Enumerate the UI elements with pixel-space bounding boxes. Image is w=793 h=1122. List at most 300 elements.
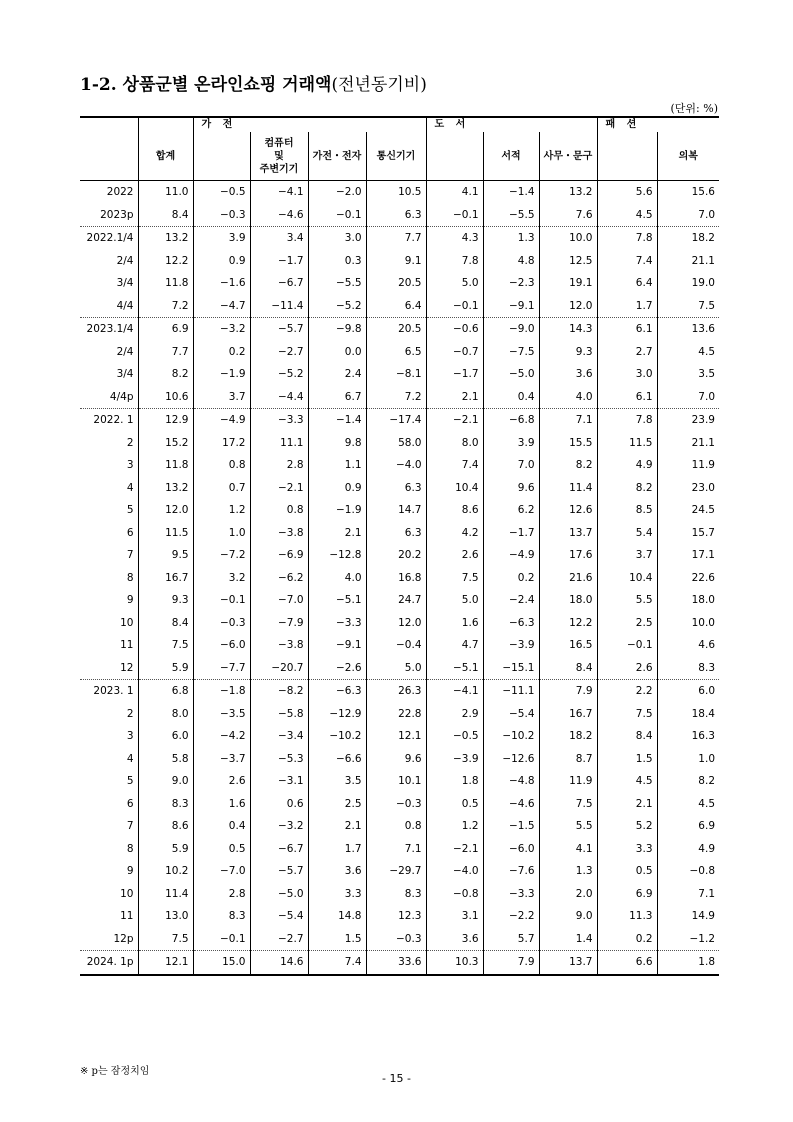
table-cell: 5.0: [366, 657, 426, 680]
table-cell: 1.5: [308, 928, 366, 951]
table-cell: −9.1: [308, 634, 366, 657]
table-cell: −4.7: [193, 295, 250, 318]
table-cell: 11.5: [597, 432, 657, 455]
header-office: 사무・문구: [539, 132, 597, 181]
table-cell: −1.7: [250, 250, 308, 273]
table-cell: 0.8: [193, 454, 250, 477]
header-books: 서적: [483, 132, 539, 181]
table-cell: 12.5: [539, 250, 597, 273]
header-fashion-sub: [597, 132, 657, 181]
table-cell: 11.1: [250, 432, 308, 455]
table-row: [80, 499, 719, 522]
table-cell: 1.7: [308, 838, 366, 861]
table-cell: 5.0: [426, 589, 483, 612]
table-cell: 12.9: [138, 409, 193, 432]
header-books-sub: [426, 132, 483, 181]
table-row: [80, 204, 719, 227]
table-cell: −5.5: [308, 272, 366, 295]
table-cell: 3.3: [308, 883, 366, 906]
table-cell: 2.6: [193, 770, 250, 793]
table-cell: 8.0: [138, 703, 193, 726]
table-cell: 9.5: [138, 544, 193, 567]
row-label: 7: [126, 820, 134, 833]
table-cell: −5.3: [250, 748, 308, 771]
table-cell: 21.1: [657, 250, 719, 273]
header-total: 합계: [138, 132, 193, 181]
table-cell: 14.8: [308, 905, 366, 928]
table-cell: 0.9: [193, 250, 250, 273]
table-cell: −2.6: [308, 657, 366, 680]
table-cell: 11.4: [138, 883, 193, 906]
table-cell: 16.3: [657, 725, 719, 748]
table-cell: −5.5: [483, 204, 539, 227]
table-cell: 6.0: [657, 680, 719, 703]
table-cell: 4.5: [657, 341, 719, 364]
table-cell: 7.9: [483, 951, 539, 975]
table-cell: 7.5: [539, 793, 597, 816]
row-label: 2/4: [116, 254, 134, 267]
table-cell: 11.0: [138, 181, 193, 204]
table-cell: 2.2: [597, 680, 657, 703]
table-cell: −5.8: [250, 703, 308, 726]
table-cell: −3.7: [193, 748, 250, 771]
table-cell: −1.8: [193, 680, 250, 703]
table-cell: 8.3: [193, 905, 250, 928]
table-cell: 17.1: [657, 544, 719, 567]
table-cell: −0.1: [426, 295, 483, 318]
table-row: [80, 295, 719, 318]
table-cell: −6.7: [250, 272, 308, 295]
table-row: [80, 409, 719, 432]
table-row: [80, 386, 719, 409]
table-cell: 2.5: [597, 612, 657, 635]
table-cell: 0.7: [193, 477, 250, 500]
table-cell: 12.2: [138, 250, 193, 273]
table-row: [80, 770, 719, 793]
table-cell: 3.5: [657, 363, 719, 386]
table-row: [80, 634, 719, 657]
table-cell: 20.5: [366, 318, 426, 341]
row-label: 12p: [113, 932, 134, 945]
table-cell: 4.5: [657, 793, 719, 816]
table-cell: −1.2: [657, 928, 719, 951]
table-cell: 3.4: [250, 227, 308, 250]
table-cell: −5.0: [250, 883, 308, 906]
table-cell: 21.6: [539, 567, 597, 590]
table-row: [80, 363, 719, 386]
table-cell: −9.8: [308, 318, 366, 341]
table-cell: 4.5: [597, 204, 657, 227]
table-cell: 7.8: [597, 409, 657, 432]
table-cell: 8.7: [539, 748, 597, 771]
table-cell: 8.4: [597, 725, 657, 748]
table-cell: 6.3: [366, 477, 426, 500]
table-cell: 1.7: [597, 295, 657, 318]
table-cell: 2.4: [308, 363, 366, 386]
table-cell: 10.6: [138, 386, 193, 409]
table-cell: −3.3: [308, 612, 366, 635]
table-cell: −10.2: [483, 725, 539, 748]
table-cell: −3.3: [483, 883, 539, 906]
table-cell: 11.3: [597, 905, 657, 928]
table-cell: 13.7: [539, 522, 597, 545]
table-cell: −1.7: [483, 522, 539, 545]
table-cell: 7.5: [597, 703, 657, 726]
table-cell: −4.9: [193, 409, 250, 432]
table-cell: 6.1: [597, 386, 657, 409]
table-cell: 9.0: [539, 905, 597, 928]
table-cell: −0.3: [193, 612, 250, 635]
unit-label: (단위: %): [670, 102, 718, 115]
table-cell: 3.0: [597, 363, 657, 386]
table-cell: −10.2: [308, 725, 366, 748]
table-cell: 7.1: [366, 838, 426, 861]
table-cell: 7.7: [366, 227, 426, 250]
header-corner: [80, 117, 138, 132]
table-cell: 3.9: [193, 227, 250, 250]
header-group-books: 도 서: [426, 117, 597, 132]
row-label: 2022. 1: [80, 409, 138, 432]
table-cell: 21.1: [657, 432, 719, 455]
table-cell: −1.5: [483, 815, 539, 838]
table-cell: 18.2: [657, 227, 719, 250]
table-row: [80, 951, 719, 975]
table-cell: 5.4: [597, 522, 657, 545]
row-label: 9: [126, 865, 134, 878]
table-row: [80, 544, 719, 567]
table-cell: −12.6: [483, 748, 539, 771]
table-cell: 4.9: [597, 454, 657, 477]
row-label: 2022.1/4: [80, 227, 138, 250]
table-row: [80, 477, 719, 500]
table-cell: 2.0: [539, 883, 597, 906]
table-cell: 7.7: [138, 341, 193, 364]
table-cell: 9.3: [138, 589, 193, 612]
table-cell: 16.8: [366, 567, 426, 590]
table-cell: 3.5: [308, 770, 366, 793]
table-cell: 7.4: [308, 951, 366, 975]
table-row: [80, 680, 719, 703]
table-cell: −17.4: [366, 409, 426, 432]
table-cell: 1.0: [193, 522, 250, 545]
table-cell: 13.6: [657, 318, 719, 341]
table-cell: −4.6: [483, 793, 539, 816]
table-cell: −11.4: [250, 295, 308, 318]
table-cell: 8.3: [138, 793, 193, 816]
table-cell: 8.2: [597, 477, 657, 500]
table-cell: −3.2: [193, 318, 250, 341]
table-cell: 0.2: [483, 567, 539, 590]
table-cell: 9.6: [366, 748, 426, 771]
table-cell: 6.2: [483, 499, 539, 522]
table-cell: 20.2: [366, 544, 426, 567]
row-label: 3/4: [116, 277, 134, 290]
table-cell: 0.9: [308, 477, 366, 500]
row-label: 2023.1/4: [80, 318, 138, 341]
table-cell: 3.2: [193, 567, 250, 590]
table-cell: −2.1: [250, 477, 308, 500]
table-cell: −2.1: [426, 409, 483, 432]
table-cell: −6.2: [250, 567, 308, 590]
header-row-groups: [80, 117, 719, 132]
table-cell: −2.3: [483, 272, 539, 295]
table-cell: 2.8: [250, 454, 308, 477]
table-cell: −7.5: [483, 341, 539, 364]
table-cell: 8.2: [138, 363, 193, 386]
table-cell: −5.1: [426, 657, 483, 680]
table-cell: −0.5: [426, 725, 483, 748]
table-body: [80, 181, 719, 975]
table-cell: 2.6: [426, 544, 483, 567]
table-cell: 13.7: [539, 951, 597, 975]
table-cell: −9.0: [483, 318, 539, 341]
table-cell: 6.9: [657, 815, 719, 838]
row-label: 2022: [106, 186, 134, 199]
table-cell: 4.0: [539, 386, 597, 409]
table-cell: 1.3: [539, 860, 597, 883]
table-row: [80, 815, 719, 838]
table-cell: 12.6: [539, 499, 597, 522]
table-cell: −3.9: [426, 748, 483, 771]
table-cell: 3.7: [597, 544, 657, 567]
table-cell: −0.1: [426, 204, 483, 227]
table-cell: 3.3: [597, 838, 657, 861]
table-cell: −5.1: [308, 589, 366, 612]
table-cell: −3.4: [250, 725, 308, 748]
table-cell: −6.7: [250, 838, 308, 861]
row-label: 2/4: [116, 345, 134, 358]
table-cell: 7.4: [426, 454, 483, 477]
table-cell: 6.9: [597, 883, 657, 906]
table-cell: 8.0: [426, 432, 483, 455]
header-computer: [250, 132, 308, 181]
title-main: 1-2. 상품군별 온라인쇼핑 거래액: [80, 75, 332, 95]
table-cell: −0.6: [426, 318, 483, 341]
table-cell: −4.6: [250, 204, 308, 227]
table-cell: 7.4: [597, 250, 657, 273]
table-cell: −7.2: [193, 544, 250, 567]
table-cell: −15.1: [483, 657, 539, 680]
row-label: 10: [120, 616, 134, 629]
table-row: [80, 522, 719, 545]
table-cell: −4.8: [483, 770, 539, 793]
table-cell: 9.3: [539, 341, 597, 364]
table-cell: −2.7: [250, 341, 308, 364]
table-cell: 7.5: [138, 634, 193, 657]
table-cell: −12.9: [308, 703, 366, 726]
row-label: 2: [126, 707, 134, 720]
table-cell: 7.1: [657, 883, 719, 906]
table-row: [80, 227, 719, 250]
table-cell: 7.8: [426, 250, 483, 273]
row-label: 11: [120, 639, 134, 652]
table-cell: 0.8: [366, 815, 426, 838]
table-cell: −7.7: [193, 657, 250, 680]
table-cell: 4.8: [483, 250, 539, 273]
table-cell: 13.2: [539, 181, 597, 204]
table-cell: −2.7: [250, 928, 308, 951]
table-cell: 5.9: [138, 838, 193, 861]
table-cell: −6.3: [308, 680, 366, 703]
table-cell: 8.4: [138, 204, 193, 227]
table-cell: 16.5: [539, 634, 597, 657]
header-computer-line2: 및: [274, 150, 284, 162]
table-cell: 10.5: [366, 181, 426, 204]
header-group-fashion: 패 션: [597, 117, 719, 132]
table-cell: 24.5: [657, 499, 719, 522]
table-cell: 15.7: [657, 522, 719, 545]
table-cell: 7.9: [539, 680, 597, 703]
table-cell: 15.5: [539, 432, 597, 455]
footnote: ※ p는 잠정치임: [80, 1066, 150, 1077]
row-label: 8: [126, 571, 134, 584]
header-total-top: [138, 117, 193, 132]
table-cell: 8.2: [657, 770, 719, 793]
table-cell: 10.0: [657, 612, 719, 635]
table-cell: −4.0: [366, 454, 426, 477]
table-cell: 6.7: [308, 386, 366, 409]
table-cell: 16.7: [138, 567, 193, 590]
table-cell: 9.6: [483, 477, 539, 500]
row-label: 4: [126, 752, 134, 765]
table-cell: 0.8: [250, 499, 308, 522]
table-cell: 19.1: [539, 272, 597, 295]
table-cell: 11.8: [138, 454, 193, 477]
table-row: [80, 725, 719, 748]
table-row: [80, 883, 719, 906]
table-cell: −3.8: [250, 522, 308, 545]
table-cell: −7.9: [250, 612, 308, 635]
table-cell: 12.0: [539, 295, 597, 318]
table-cell: 11.9: [539, 770, 597, 793]
table-cell: 58.0: [366, 432, 426, 455]
table-cell: −5.2: [308, 295, 366, 318]
table-cell: −7.6: [483, 860, 539, 883]
table-cell: 0.2: [597, 928, 657, 951]
row-label: 4: [126, 481, 134, 494]
table-cell: 6.3: [366, 204, 426, 227]
table-cell: −1.4: [308, 409, 366, 432]
table-cell: 8.2: [539, 454, 597, 477]
table-cell: −8.1: [366, 363, 426, 386]
table-cell: −6.9: [250, 544, 308, 567]
table-cell: 12.2: [539, 612, 597, 635]
growth-table: [80, 116, 719, 976]
page-number: - 15 -: [382, 1072, 411, 1085]
table-cell: 6.6: [597, 951, 657, 975]
row-label: 11: [120, 910, 134, 923]
table-cell: 10.4: [597, 567, 657, 590]
table-cell: −8.2: [250, 680, 308, 703]
table-cell: 7.5: [426, 567, 483, 590]
table-cell: 18.4: [657, 703, 719, 726]
table-cell: 8.3: [657, 657, 719, 680]
table-row: [80, 181, 719, 204]
table-cell: 6.9: [138, 318, 193, 341]
table-cell: −0.8: [426, 883, 483, 906]
table-cell: 18.2: [539, 725, 597, 748]
table-cell: 13.2: [138, 477, 193, 500]
table-cell: 12.1: [138, 951, 193, 975]
table-cell: −3.3: [250, 409, 308, 432]
table-cell: 7.2: [138, 295, 193, 318]
table-cell: 1.8: [657, 951, 719, 975]
table-cell: 3.6: [539, 363, 597, 386]
table-cell: 3.6: [308, 860, 366, 883]
table-row: [80, 272, 719, 295]
table-cell: 9.1: [366, 250, 426, 273]
table-cell: 7.5: [138, 928, 193, 951]
table-row: [80, 928, 719, 951]
table-cell: 19.0: [657, 272, 719, 295]
table-cell: 4.6: [657, 634, 719, 657]
table-cell: 3.7: [193, 386, 250, 409]
table-cell: −1.7: [426, 363, 483, 386]
table-row: [80, 703, 719, 726]
table-cell: −3.9: [483, 634, 539, 657]
table-cell: −0.8: [657, 860, 719, 883]
row-label: 3: [126, 459, 134, 472]
table-cell: 6.1: [597, 318, 657, 341]
table-cell: 8.3: [366, 883, 426, 906]
table-cell: −0.3: [366, 928, 426, 951]
table-cell: −2.2: [483, 905, 539, 928]
table-row: [80, 567, 719, 590]
table-cell: 5.6: [597, 181, 657, 204]
table-cell: −5.7: [250, 318, 308, 341]
table-cell: 22.8: [366, 703, 426, 726]
table-cell: 9.8: [308, 432, 366, 455]
table-cell: 2.6: [597, 657, 657, 680]
table-cell: 5.0: [426, 272, 483, 295]
table-cell: 4.0: [308, 567, 366, 590]
table-cell: 12.1: [366, 725, 426, 748]
table-cell: −29.7: [366, 860, 426, 883]
table-row: [80, 454, 719, 477]
table-cell: −1.4: [483, 181, 539, 204]
table-cell: −7.0: [250, 589, 308, 612]
header-appliance-sub: [193, 132, 250, 181]
table-row: [80, 341, 719, 364]
table-cell: 5.2: [597, 815, 657, 838]
table-cell: −12.8: [308, 544, 366, 567]
table-cell: −5.4: [483, 703, 539, 726]
table-cell: 15.2: [138, 432, 193, 455]
table-cell: −0.1: [597, 634, 657, 657]
header-clothing: 의복: [657, 132, 719, 181]
table-cell: 3.6: [426, 928, 483, 951]
header-row-columns: [80, 132, 719, 181]
table-cell: 9.0: [138, 770, 193, 793]
table-cell: 0.0: [308, 341, 366, 364]
table-cell: 10.4: [426, 477, 483, 500]
table-cell: 2.9: [426, 703, 483, 726]
table-cell: 14.3: [539, 318, 597, 341]
table-cell: −1.6: [193, 272, 250, 295]
table-cell: −5.0: [483, 363, 539, 386]
table-cell: 8.4: [539, 657, 597, 680]
table-cell: −0.3: [193, 204, 250, 227]
table-title: [80, 70, 427, 95]
table-cell: 2.8: [193, 883, 250, 906]
table-cell: 5.5: [539, 815, 597, 838]
table-cell: 17.6: [539, 544, 597, 567]
table-cell: 6.4: [366, 295, 426, 318]
table-cell: 14.7: [366, 499, 426, 522]
table-cell: 4.1: [426, 181, 483, 204]
table-cell: −0.1: [308, 204, 366, 227]
table-cell: 2.1: [426, 386, 483, 409]
